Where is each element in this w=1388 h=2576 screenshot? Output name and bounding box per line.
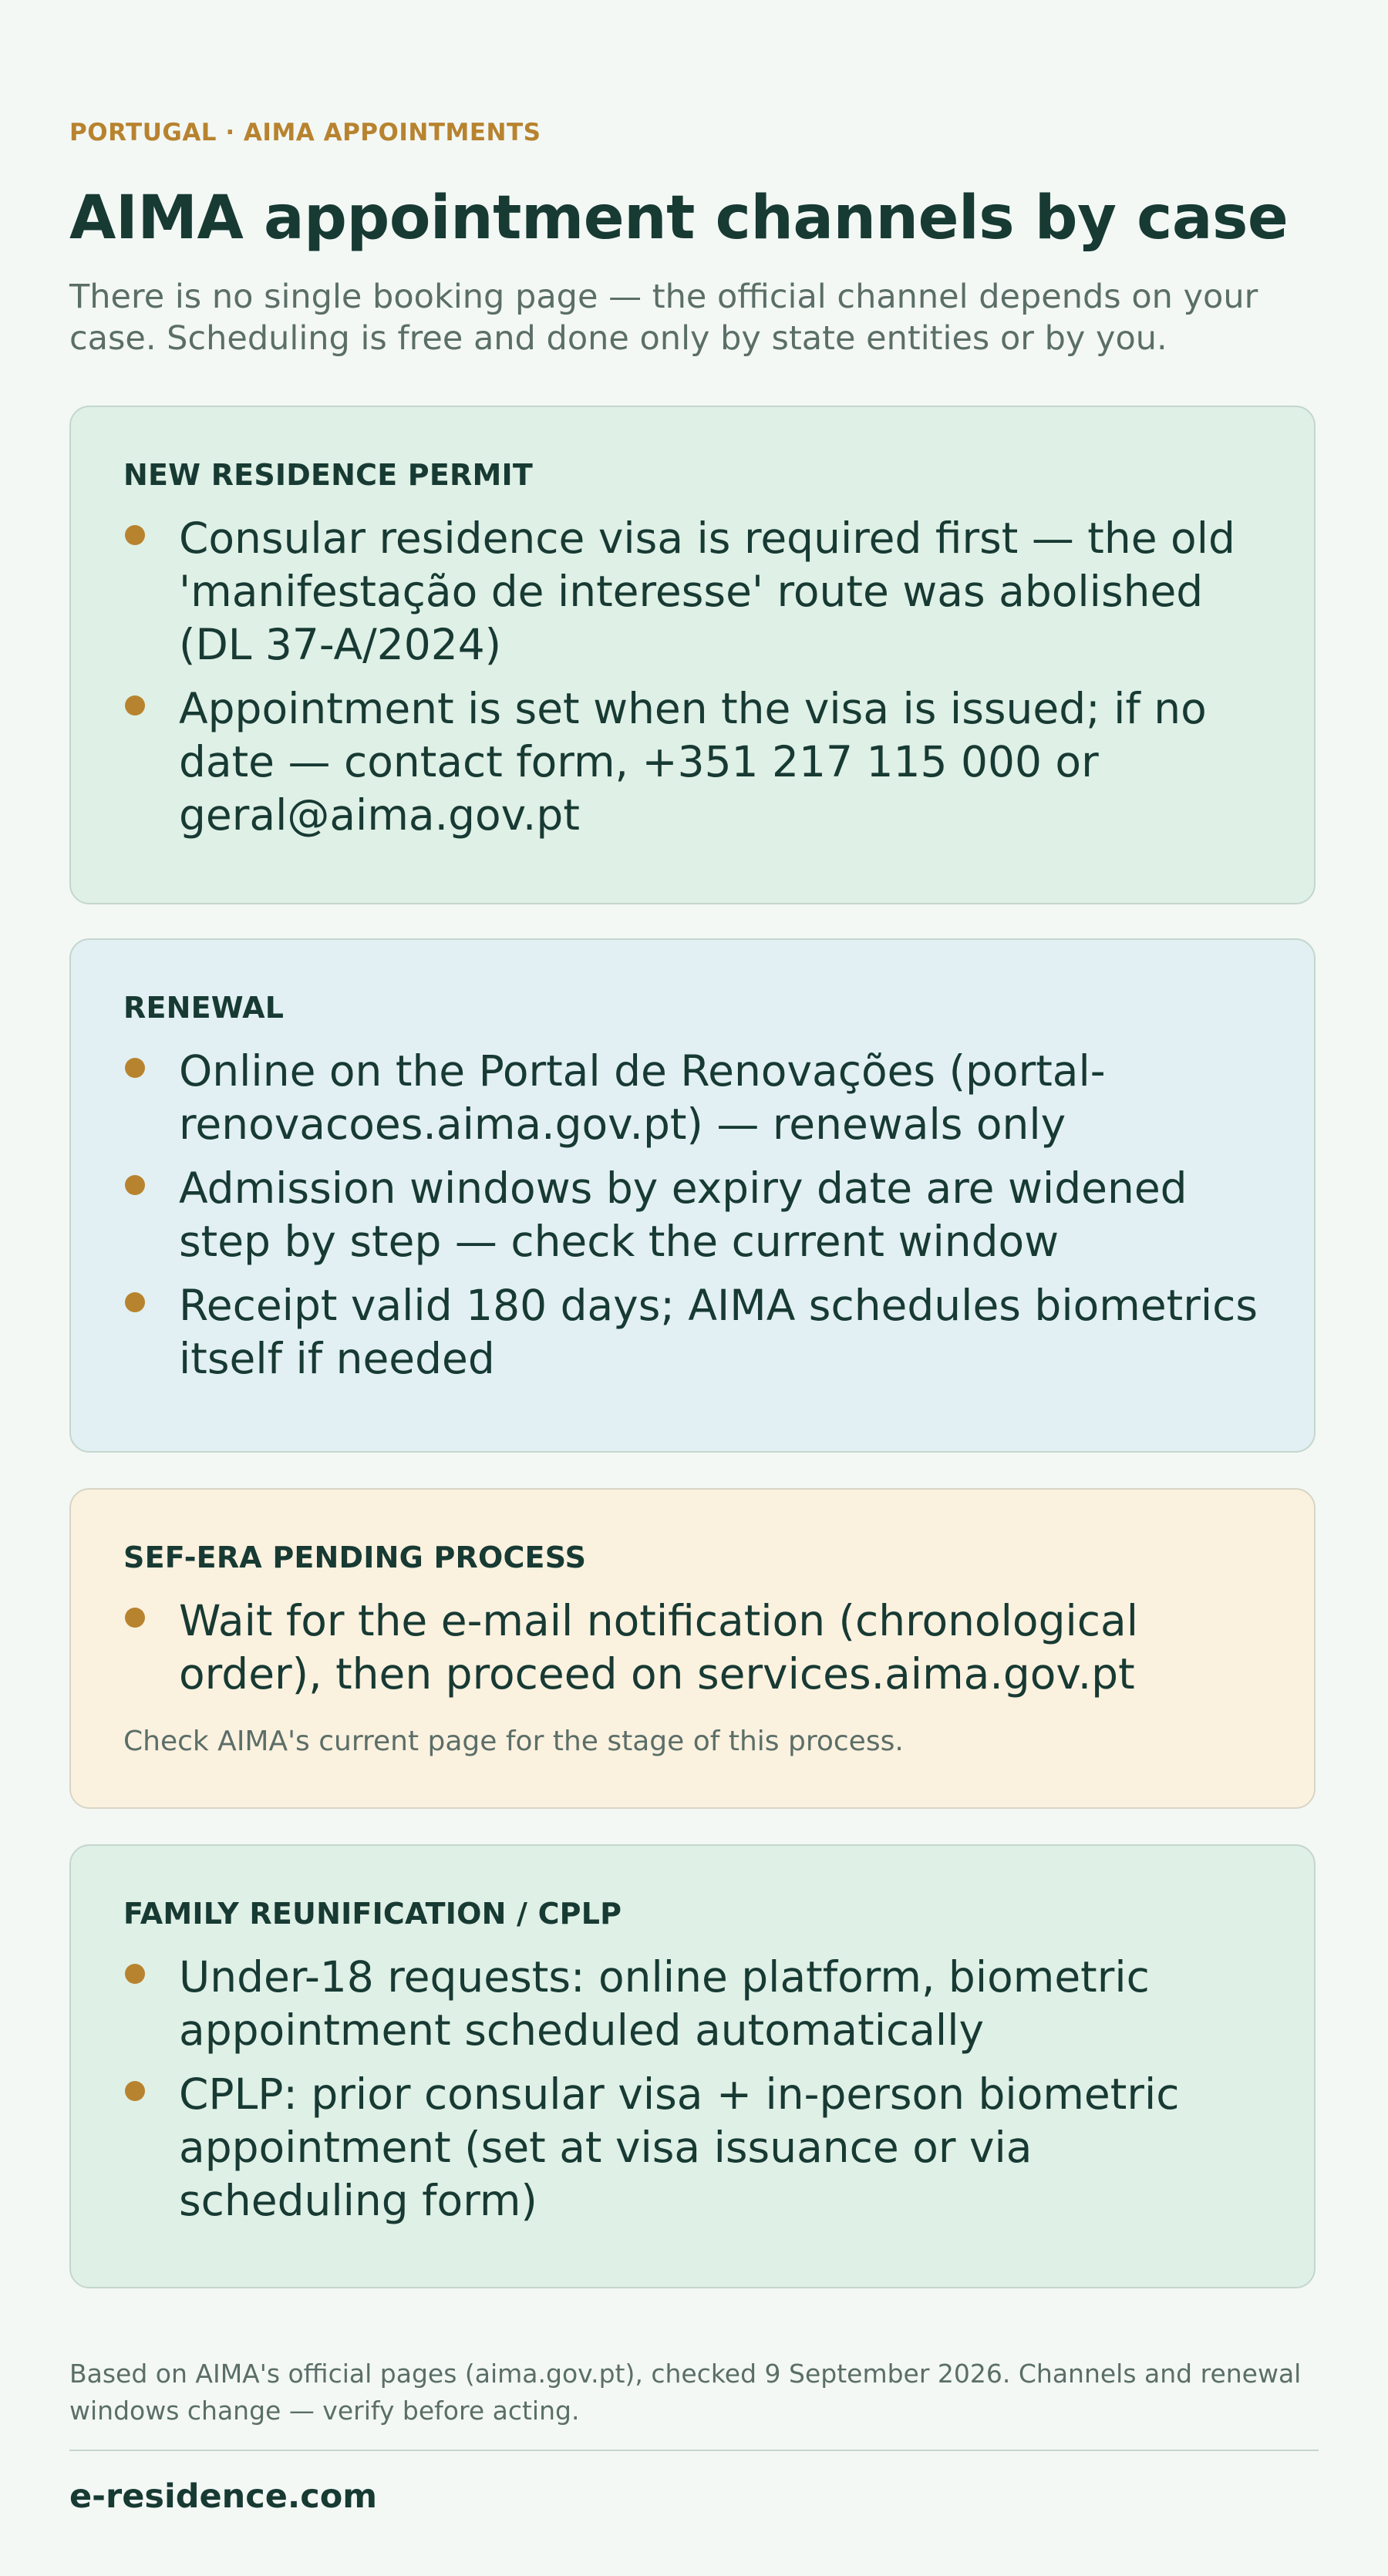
- list-item: [123, 1279, 1262, 1386]
- bullet-list: [123, 1594, 1262, 1701]
- bullet-list: [123, 1951, 1262, 2227]
- page-title: AIMA appointment channels by case: [69, 184, 1289, 253]
- card-title: SEF-ERA PENDING PROCESS: [123, 1541, 587, 1574]
- bullet-text: Consular residence visa is required first — the old 'manifestação de interesse' route was abolished (DL 37-A/2024): [179, 514, 1235, 669]
- bullet-icon: [125, 1608, 145, 1628]
- brand-name: e-residence.com: [69, 2477, 378, 2516]
- list-item: [123, 1162, 1262, 1268]
- card-title: NEW RESIDENCE PERMIT: [123, 458, 533, 492]
- source-note: Based on AIMA's official pages (aima.gov.pt), checked 9 September 2026. Channels and renewal windows change — verify before acting.: [69, 2359, 1302, 2426]
- bullet-icon: [125, 1175, 145, 1195]
- card-renewal: [69, 938, 1316, 1453]
- bullet-text: Under-18 requests: online platform, biometric appointment scheduled automatically: [179, 1952, 1150, 2055]
- list-item: [123, 1951, 1262, 2057]
- bullet-icon: [125, 525, 145, 545]
- bullet-text: Online on the Portal de Renovações (portal-renovacoes.aima.gov.pt) — renewals only: [179, 1046, 1106, 1149]
- bullet-icon: [125, 1292, 145, 1312]
- card-family-reunification-cplp: [69, 1844, 1316, 2288]
- eyebrow-label: PORTUGAL · AIMA APPOINTMENTS: [69, 119, 541, 146]
- bullet-list: [123, 512, 1262, 842]
- page-subtitle: There is no single booking page — the official channel depends on your case. Scheduling is free and done only by state entities or by you.: [69, 278, 1258, 358]
- bullet-icon: [125, 2081, 145, 2101]
- list-item: [123, 682, 1262, 842]
- bullet-text: CPLP: prior consular visa + in-person biometric appointment (set at visa issuance or via scheduling form): [179, 2069, 1180, 2225]
- bullet-list: [123, 1045, 1262, 1386]
- list-item: [123, 1045, 1262, 1151]
- card-new-residence-permit: [69, 406, 1316, 904]
- bullet-text: Wait for the e-mail notification (chronological order), then proceed on services.aima.gov.pt: [179, 1596, 1138, 1699]
- footer-divider: [69, 2450, 1319, 2451]
- bullet-text: Receipt valid 180 days; AIMA schedules biometrics itself if needed: [179, 1281, 1258, 1383]
- bullet-text: Admission windows by expiry date are widened step by step — check the current window: [179, 1163, 1188, 1266]
- card-title: FAMILY REUNIFICATION / CPLP: [123, 1897, 622, 1931]
- bullet-icon: [125, 1964, 145, 1984]
- list-item: [123, 2068, 1262, 2227]
- card-title: RENEWAL: [123, 991, 285, 1025]
- bullet-icon: [125, 695, 145, 716]
- list-item: [123, 512, 1262, 672]
- bullet-icon: [125, 1058, 145, 1078]
- card-note: Check AIMA's current page for the stage of this process.: [123, 1726, 904, 1757]
- card-sef-era-pending-process: [69, 1488, 1316, 1809]
- bullet-text: Appointment is set when the visa is issued; if no date — contact form, +351 217 115 000 or geral@aima.gov.pt: [179, 684, 1207, 840]
- list-item: [123, 1594, 1262, 1701]
